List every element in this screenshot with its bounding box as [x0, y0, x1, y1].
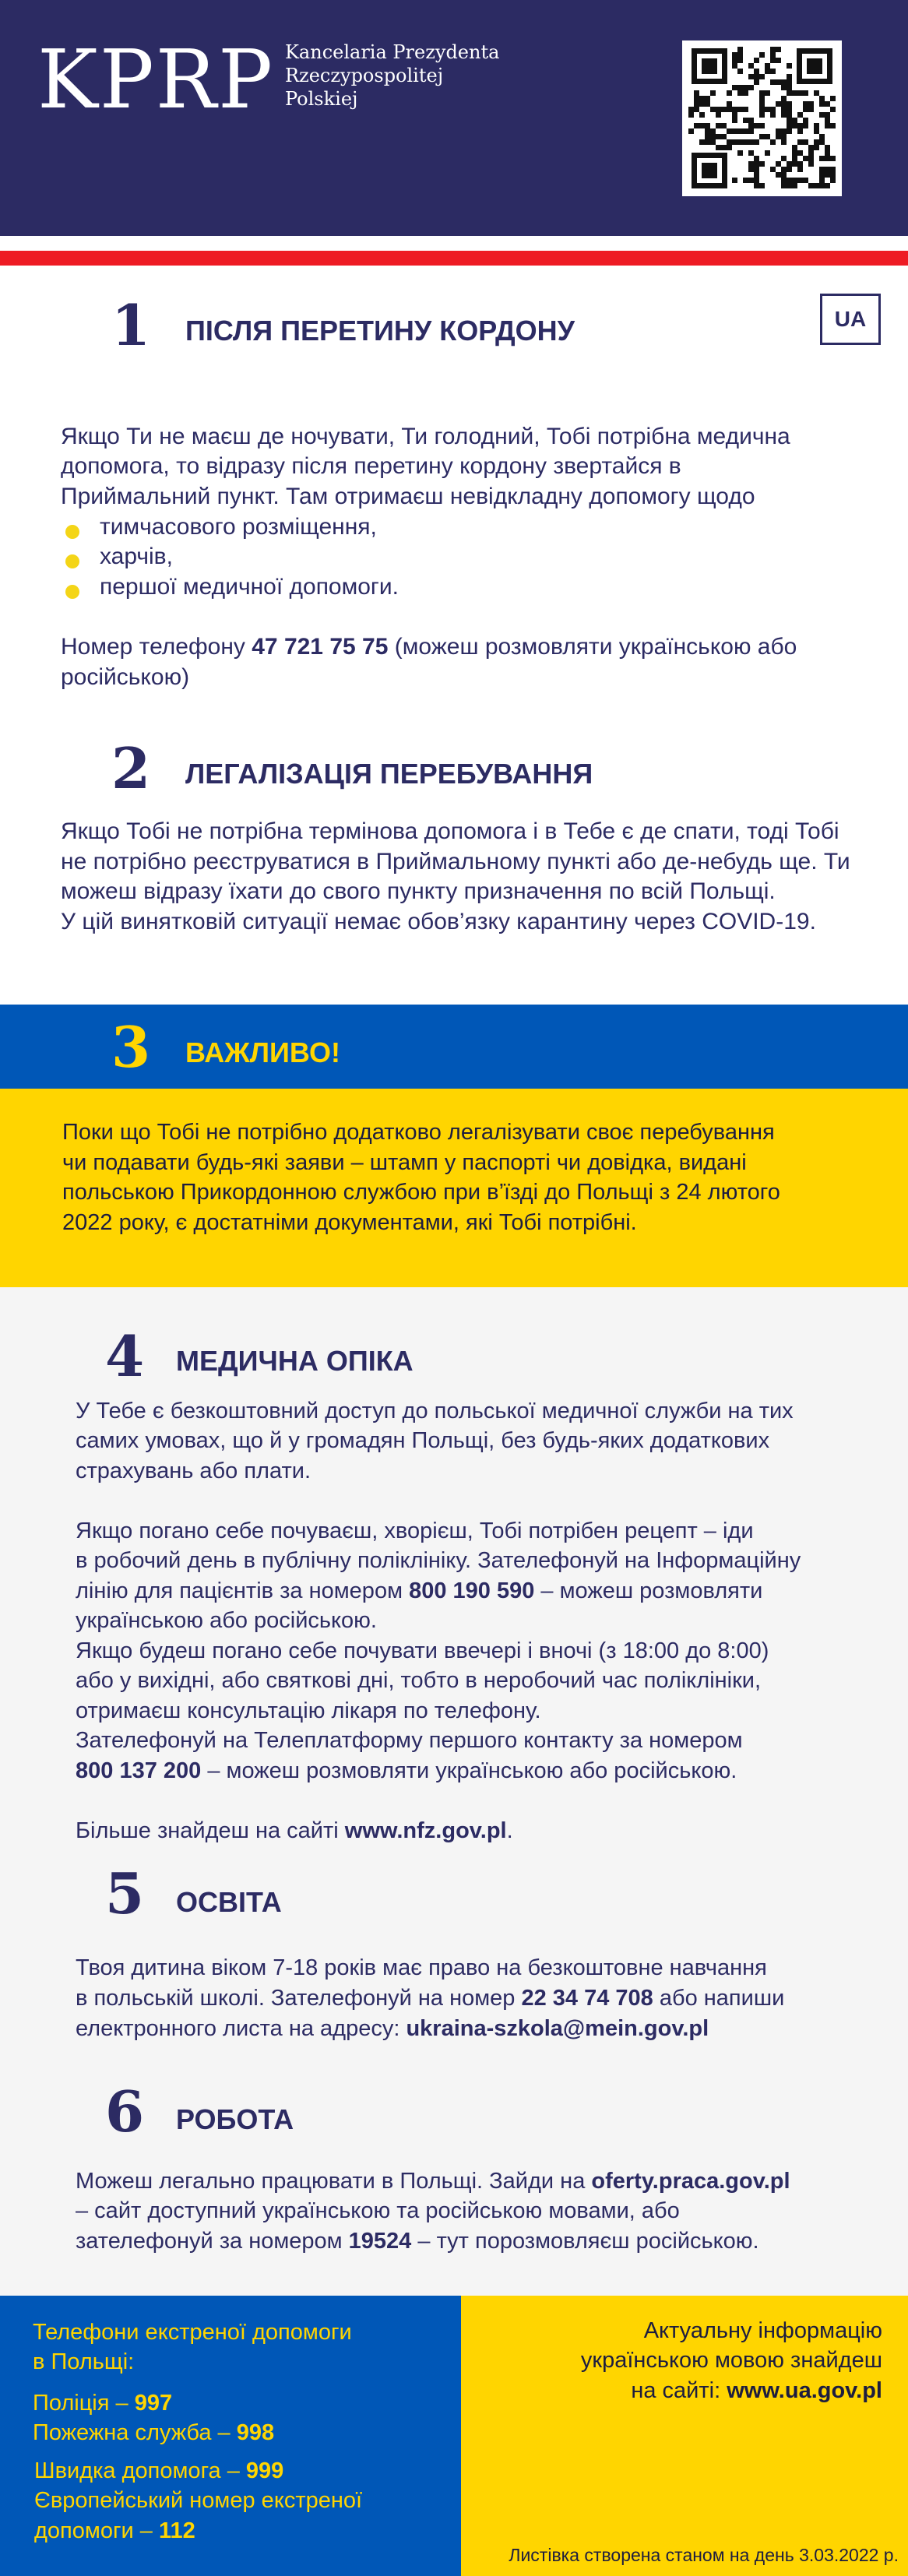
- paragraph-line: Якщо погано себе почуваєш, хворієш, Тобі потрібен рецепт – іди: [76, 1519, 754, 1543]
- paragraph-line: – сайт доступний українською та російською мовами, або: [76, 2198, 680, 2223]
- text-span: – можеш розмовляти українською або російською.: [201, 1758, 737, 1783]
- section-title: ЛЕГАЛІЗАЦІЯ ПЕРЕБУВАННЯ: [185, 758, 593, 790]
- info-line: [631, 2376, 882, 2406]
- text-span: Можеш легально працювати в Польщі. Зайди на: [76, 2169, 592, 2194]
- text-span: зателефонуй за номером: [76, 2229, 349, 2254]
- emergency-title: в Польщі:: [33, 2349, 135, 2374]
- section-title: ПІСЛЯ ПЕРЕТИНУ КОРДОНУ: [185, 315, 575, 347]
- reception-phone[interactable]: 47 721 75 75: [252, 634, 389, 660]
- emergency-title: Телефони екстреної допомоги: [33, 2320, 352, 2345]
- emergency-eu: Європейський номер екстреної: [34, 2488, 363, 2513]
- section-number: 6: [105, 2078, 145, 2145]
- paragraph-line: [76, 2166, 790, 2197]
- emergency-eu: [34, 2516, 195, 2546]
- list-item: тимчасового розміщення,: [100, 514, 377, 540]
- bullet-icon: [65, 525, 79, 539]
- paragraph-line: Якщо Тобі не потрібна термінова допомога і в Тебе є де спати, тоді Тобі: [61, 818, 839, 844]
- info-line: українською мовою знайдеш: [580, 2348, 882, 2373]
- red-stripe: [0, 251, 908, 266]
- paragraph-line: Приймальний пункт. Там отримаєш невідкладну допомогу щодо: [61, 484, 755, 509]
- text-span: Поліція –: [33, 2391, 135, 2416]
- section-number: 2: [111, 735, 151, 801]
- org-name-line: Kancelaria Prezydenta: [285, 41, 500, 63]
- jobs-phone[interactable]: 19524: [348, 2229, 412, 2254]
- org-name-line: Rzeczypospolitej: [285, 65, 444, 86]
- ambulance-phone[interactable]: 999: [245, 2458, 284, 2483]
- paragraph-line: [76, 1816, 513, 1846]
- paragraph-line: [76, 1983, 784, 2014]
- paragraph-line: [76, 2226, 759, 2257]
- section-number: 5: [105, 1860, 145, 1927]
- info-line: Актуальну інформацію: [643, 2318, 882, 2343]
- paragraph-line: українською або російською.: [76, 1608, 377, 1633]
- paragraph-line: Твоя дитина віком 7-18 років має право на безкоштовне навчання: [76, 1955, 767, 1980]
- paragraph-line: страхувань або плати.: [76, 1459, 311, 1483]
- section-title: ОСВІТА: [176, 1886, 282, 1918]
- emergency-ambulance: [34, 2456, 283, 2486]
- paragraph-line: Поки що Тобі не потрібно додатково легалізувати своє перебування: [62, 1120, 775, 1145]
- paragraph-line: Якщо Ти не маєш де ночувати, Ти голодний, Тобі потрібна медична: [61, 424, 790, 449]
- text-span: Пожежна служба –: [33, 2420, 237, 2445]
- section-title: МЕДИЧНА ОПІКА: [176, 1345, 414, 1377]
- teleplatform-phone[interactable]: 800 137 200: [76, 1758, 202, 1783]
- education-phone[interactable]: 22 34 74 708: [521, 1986, 653, 2011]
- qr-code-icon[interactable]: [682, 40, 842, 196]
- text-span: в польській школі. Зателефонуй на номер: [76, 1986, 522, 2011]
- paragraph-line: 2022 року, є достатніми документами, які Тобі потрібні.: [62, 1210, 637, 1235]
- phone-line: [61, 632, 797, 663]
- paragraph-line: польською Прикордонною службою при в’їзді до Польщі з 24 лютого: [62, 1180, 780, 1205]
- emergency-police: [33, 2388, 172, 2418]
- text-span: допомоги –: [34, 2518, 159, 2543]
- section-number: 4: [105, 1323, 145, 1389]
- education-email-link[interactable]: ukraina-szkola@mein.gov.pl: [406, 2016, 709, 2041]
- jobs-website-link[interactable]: oferty.praca.gov.pl: [591, 2169, 790, 2194]
- patient-hotline-phone[interactable]: 800 190 590: [409, 1578, 535, 1603]
- kprp-logo: KPRP: [37, 32, 274, 127]
- section-number: 1: [111, 292, 151, 358]
- police-phone[interactable]: 997: [134, 2391, 173, 2416]
- paragraph-line: [76, 1576, 762, 1606]
- paragraph-line: або у вихідні, або святкові дні, тобто в неробочий час поліклініки,: [76, 1668, 762, 1693]
- emergency-fire: [33, 2418, 274, 2448]
- phone-note: (можеш розмовляти українською або: [388, 634, 797, 660]
- paragraph-line: чи подавати будь-які заяви – штамп у паспорті чи довідка, видані: [62, 1150, 747, 1175]
- paragraph-line: отримаєш консультацію лікаря по телефону.: [76, 1698, 541, 1723]
- list-item: харчів,: [100, 544, 173, 569]
- paragraph-line: Якщо будеш погано себе почувати ввечері і вночі (з 18:00 до 8:00): [76, 1638, 769, 1663]
- text-span: Більше знайдеш на сайті: [76, 1818, 345, 1843]
- section-title: ВАЖЛИВО!: [185, 1036, 340, 1068]
- paragraph-line: допомога, то відразу після перетину кордону звертайся в: [61, 453, 681, 479]
- paragraph-line: У цій винятковій ситуації немає обов’язку карантину через COVID-19.: [61, 909, 816, 934]
- ua-gov-website-link[interactable]: www.ua.gov.pl: [727, 2378, 882, 2403]
- creation-date-note: Листівка створена станом на день 3.03.2022 р.: [509, 2545, 899, 2565]
- fire-phone[interactable]: 998: [236, 2420, 275, 2445]
- text-span: – тут порозмовляєш російською.: [411, 2229, 759, 2254]
- bullet-icon: [65, 585, 79, 599]
- text-span: – можеш розмовляти: [534, 1578, 763, 1603]
- text-span: або напиши: [653, 1986, 785, 2011]
- eu-emergency-phone[interactable]: 112: [158, 2518, 195, 2543]
- phone-label: Номер телефону: [61, 634, 252, 660]
- paragraph-line: можеш відразу їхати до свого пункту призначення по всій Польщі.: [61, 878, 776, 904]
- paragraph-line: [76, 1756, 737, 1786]
- language-badge: UA: [820, 294, 881, 345]
- list-item: першої медичної допомоги.: [100, 574, 399, 600]
- section-number: 3: [111, 1014, 151, 1080]
- nfz-website-link[interactable]: www.nfz.gov.pl: [344, 1818, 507, 1843]
- text-span: на сайті:: [631, 2378, 727, 2403]
- paragraph-line: не потрібно реєструватися в Приймальному пункті або де-небудь ще. Ти: [61, 849, 850, 875]
- paragraph-line: Зателефонуй на Телеплатформу першого контакту за номером: [76, 1728, 743, 1753]
- text-span: .: [506, 1818, 513, 1843]
- text-span: електронного листа на адресу:: [76, 2016, 406, 2041]
- phone-note-line: російською): [61, 664, 190, 690]
- paragraph-line: [76, 2014, 709, 2044]
- text-span: лінію для пацієнтів за номером: [76, 1578, 410, 1603]
- org-name-line: Polskiej: [285, 88, 358, 110]
- bullet-icon: [65, 554, 79, 568]
- org-name: [285, 40, 499, 111]
- paragraph-line: в робочий день в публічну поліклініку. Зателефонуй на Інформаційну: [76, 1548, 801, 1573]
- text-span: Швидка допомога –: [34, 2458, 246, 2483]
- paragraph-line: самих умовах, що й у громадян Польщі, без будь-яких додаткових: [76, 1428, 770, 1453]
- section-title: РОБОТА: [176, 2103, 294, 2135]
- paragraph-line: У Тебе є безкоштовний доступ до польської медичної служби на тих: [76, 1399, 794, 1423]
